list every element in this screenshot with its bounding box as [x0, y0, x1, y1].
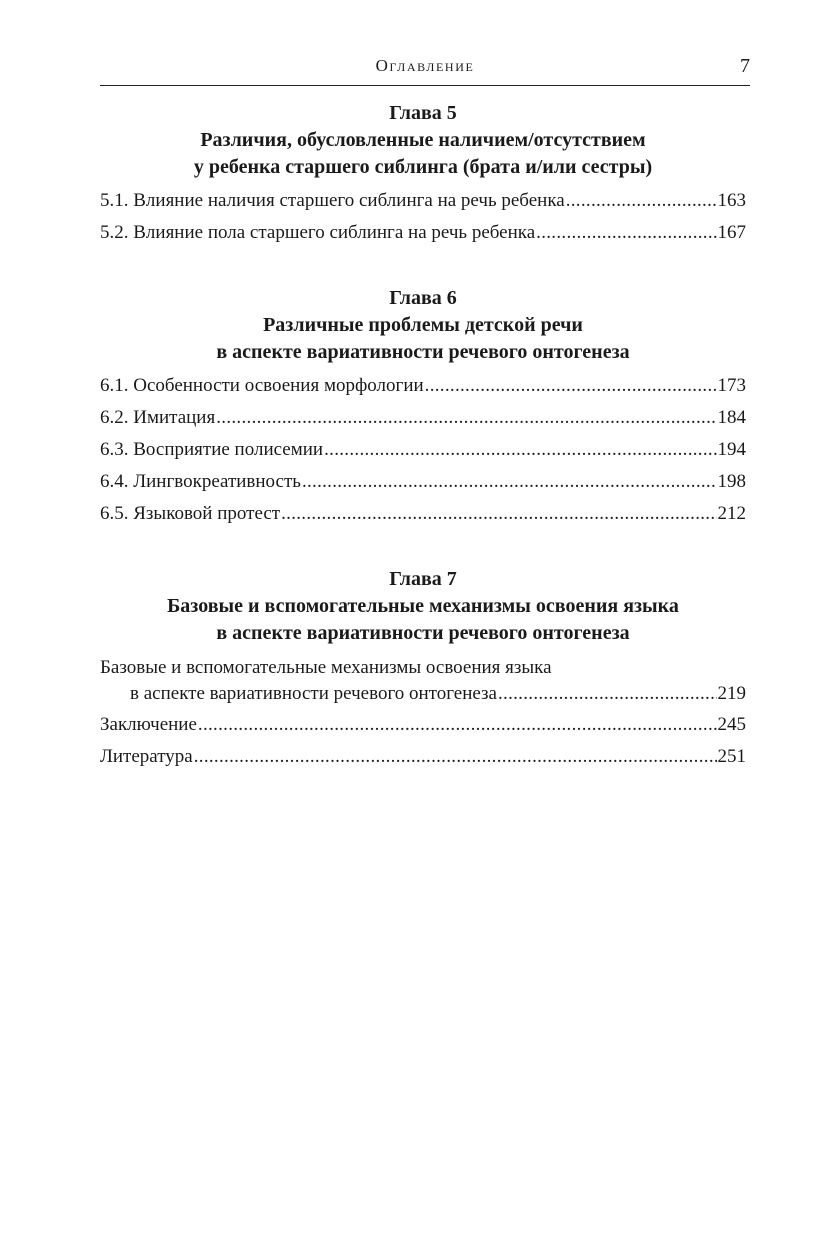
dot-leader — [536, 221, 716, 245]
toc-entry-page: 163 — [717, 190, 746, 211]
chapter-title-line: у ребенка старшего сиблинга (брата и/или сестры) — [193, 156, 653, 178]
dot-leader — [566, 189, 717, 213]
toc-entry-page: 212 — [717, 503, 746, 524]
page-number: 7 — [740, 55, 750, 77]
toc-entry-label-line: в аспекте вариативности речевого онтогенеза — [130, 683, 497, 704]
toc-entry-label: Заключение — [100, 714, 197, 735]
chapter-title-line: в аспекте вариативности речевого онтогенеза — [216, 622, 630, 644]
chapter-7 — [100, 566, 746, 777]
toc-entry[interactable] — [100, 374, 746, 406]
toc-entry-label: 6.3. Восприятие полисемии — [100, 439, 324, 460]
toc-entry-page: 173 — [717, 375, 746, 396]
chapter-heading — [100, 566, 746, 647]
toc-entry-label: 5.1. Влияние наличия старшего сиблинга на речь ребенка — [100, 190, 565, 211]
chapter-title-line: в аспекте вариативности речевого онтогенеза — [216, 341, 630, 363]
chapter-6 — [100, 285, 746, 534]
toc-entry-multiline[interactable] — [100, 655, 746, 707]
dot-leader — [216, 406, 716, 430]
toc-entry-label: Литература — [100, 746, 193, 767]
toc-entry-page: 219 — [717, 683, 746, 704]
chapter-title-line: Различные проблемы детской речи — [263, 314, 583, 336]
chapter-number: Глава 6 — [389, 287, 457, 309]
toc-entry[interactable] — [100, 189, 746, 221]
toc-entry-page: 167 — [717, 222, 746, 243]
chapter-number: Глава 5 — [389, 102, 457, 124]
dot-leader — [498, 681, 717, 707]
dot-leader — [194, 745, 717, 769]
toc-entry[interactable] — [100, 470, 746, 502]
chapter-number: Глава 7 — [389, 568, 457, 590]
toc-entry[interactable] — [100, 221, 746, 253]
toc-entry-label: 5.2. Влияние пола старшего сиблинга на речь ребенка — [100, 222, 536, 243]
toc-entry-page: 184 — [717, 407, 746, 428]
toc-entry-page: 251 — [717, 746, 746, 767]
chapter-title-line: Базовые и вспомогательные механизмы освоения языка — [167, 595, 679, 617]
toc-entry[interactable] — [100, 502, 746, 534]
toc-entry[interactable] — [100, 713, 746, 745]
toc-entry[interactable] — [100, 406, 746, 438]
toc-entry[interactable] — [100, 438, 746, 470]
dot-leader — [425, 374, 717, 398]
toc-entry-label: 6.5. Языковой протест — [100, 503, 281, 524]
toc-entry-page: 194 — [717, 439, 746, 460]
table-of-contents — [100, 100, 746, 809]
dot-leader — [324, 438, 716, 462]
running-header — [100, 55, 750, 86]
dot-leader — [302, 470, 717, 494]
chapter-5 — [100, 100, 746, 253]
toc-entry-label-line: Базовые и вспомогательные механизмы освоения языка — [100, 657, 552, 678]
chapter-heading — [100, 100, 746, 181]
toc-entry-label: 6.1. Особенности освоения морфологии — [100, 375, 424, 396]
toc-entry[interactable] — [100, 745, 746, 777]
chapter-title-line: Различия, обусловленные наличием/отсутствием — [200, 129, 646, 151]
dot-leader — [281, 502, 716, 526]
toc-entry-page: 198 — [717, 471, 746, 492]
running-header-title: Оглавление — [375, 56, 475, 75]
toc-entry-label: 6.2. Имитация — [100, 407, 216, 428]
dot-leader — [198, 713, 717, 737]
toc-entry-page: 245 — [717, 714, 746, 735]
toc-entry-label: 6.4. Лингвокреативность — [100, 471, 301, 492]
chapter-heading — [100, 285, 746, 366]
